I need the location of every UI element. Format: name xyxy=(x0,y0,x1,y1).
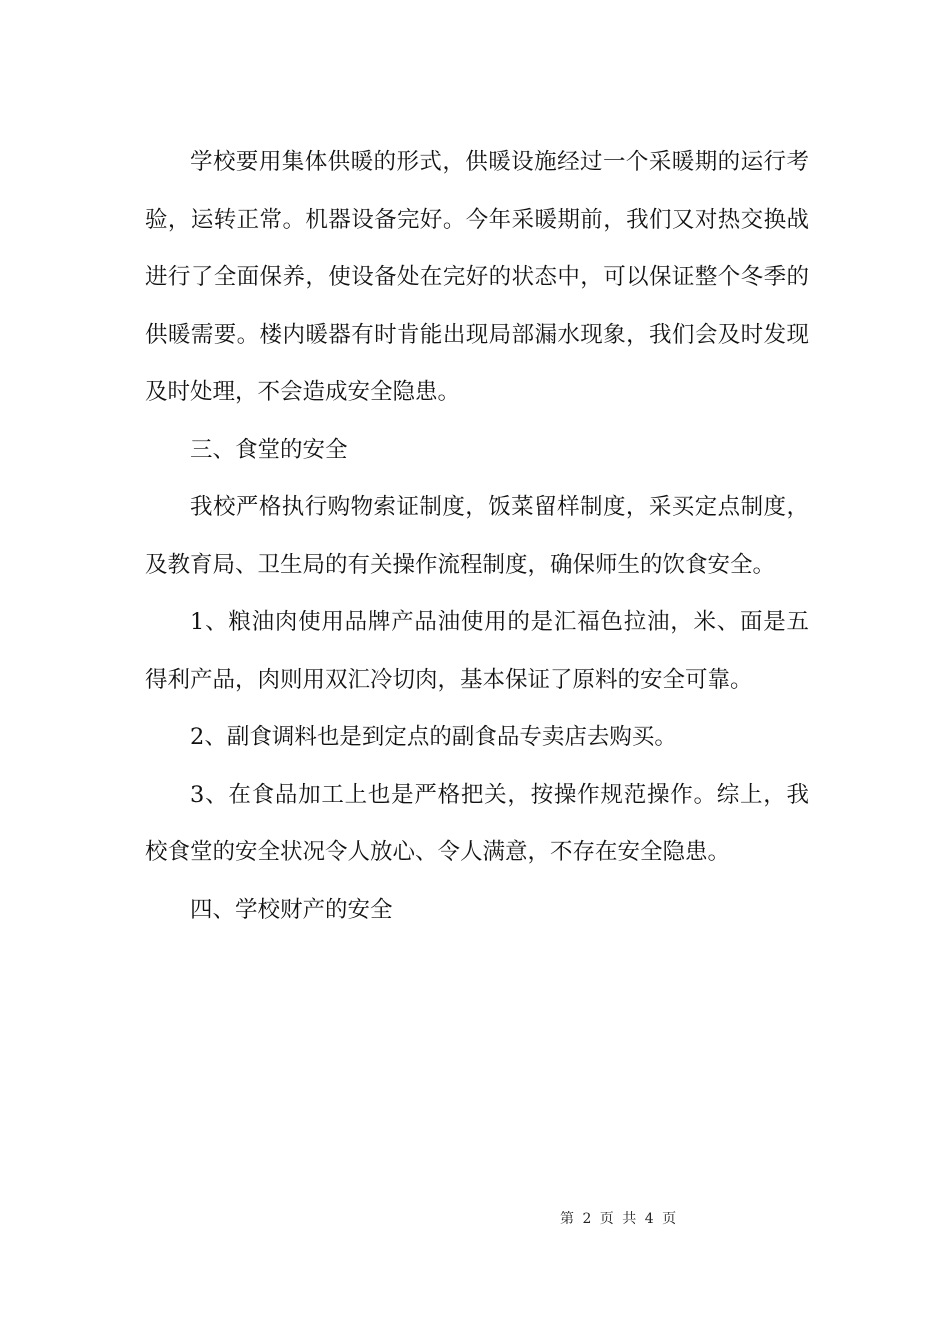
list-item-ingredients: 1、粮油肉使用品牌产品油使用的是汇福色拉油，米、面是五得利产品，肉则用双汇冷切肉，基本保证了原料的安全可靠。 xyxy=(145,609,809,693)
document-body xyxy=(145,134,809,939)
page-number-footer: 第 2 页 共 4 页 xyxy=(560,1211,677,1227)
list-item-seasoning: 2、副食调料也是到定点的副食品专卖店去购买。 xyxy=(190,724,677,750)
paragraph-canteen-policy: 我校严格执行购物索证制度，饭菜留样制度，采买定点制度，及教育局、卫生局的有关操作流程制度，确保师生的饮食安全。 xyxy=(145,494,809,578)
section-heading-canteen-safety: 三、食堂的安全 xyxy=(190,436,348,463)
paragraph-heating: 学校要用集体供暖的形式，供暖设施经过一个采暖期的运行考验，运转正常。机器设备完好。今年采暖期前，我们又对热交换战进行了全面保养，使设备处在完好的状态中，可以保证整个冬季的供暖需要。楼内暖器有时肯能出现局部漏水现象，我们会及时发现及时处理，不会造成安全隐患。 xyxy=(145,149,809,405)
list-item-food-processing: 3、在食品加工上也是严格把关，按操作规范操作。综上，我校食堂的安全状况令人放心、令人满意，不存在安全隐患。 xyxy=(145,781,809,865)
section-heading-property-safety: 四、学校财产的安全 xyxy=(190,896,393,923)
